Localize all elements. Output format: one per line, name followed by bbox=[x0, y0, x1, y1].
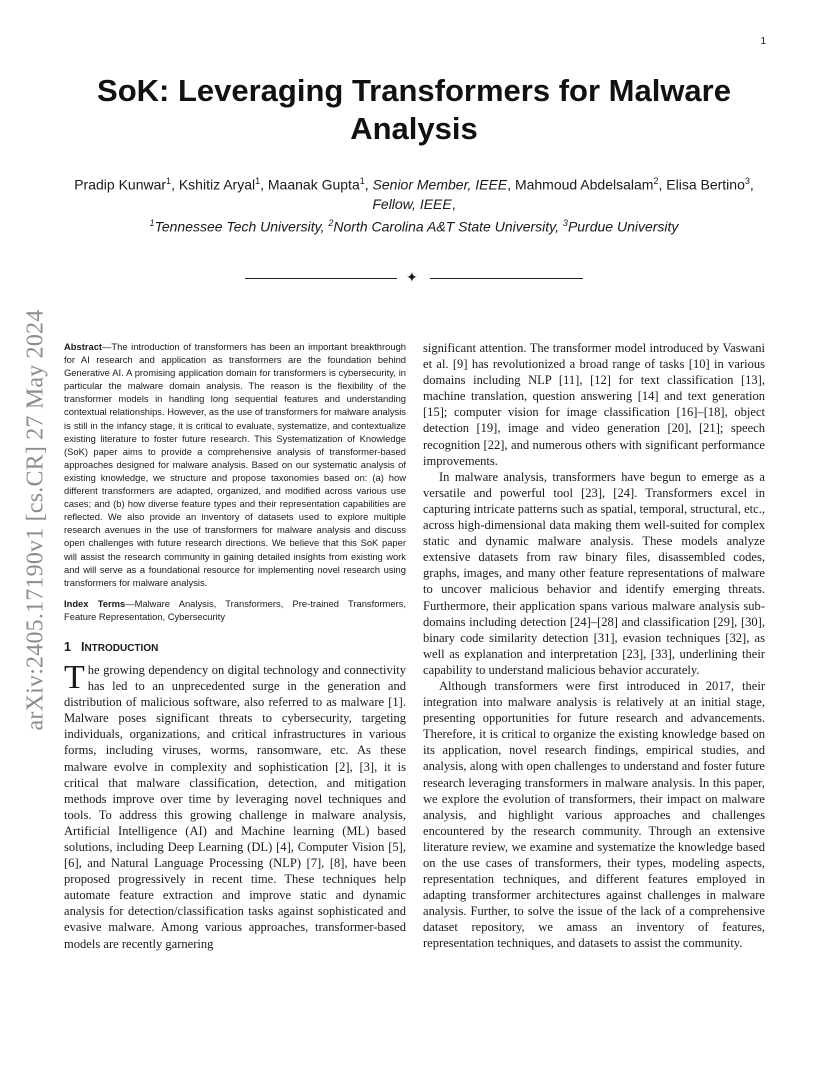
separator-line-right bbox=[430, 278, 583, 279]
intro-paragraph-1-continued: significant attention. The transformer model introduced by Vaswani et al. [9] has revolutionized a broad range of tasks [10] in various domains including NLP [11], [12] for text classification [13], machine translation, question answering [14] and text generation [15]; computer vision for image classification [16]–[18], object detection [19], image and video generation [20], [21]; speech recognition [22], and numerous others with significant performance improvements. bbox=[423, 341, 765, 468]
separator-line-left bbox=[245, 278, 397, 279]
page-number: 1 bbox=[760, 36, 766, 47]
author-name: Kshitiz Aryal bbox=[178, 176, 256, 193]
drop-cap: T bbox=[64, 658, 85, 696]
intro-paragraph-1 bbox=[64, 658, 406, 952]
index-terms-text: —Malware Analysis, Transformers, Pre-trained Transformers, Feature Representation, Cybersecurity bbox=[64, 597, 406, 622]
affiliation: North Carolina A&T State University bbox=[333, 218, 556, 235]
left-column bbox=[64, 340, 406, 952]
separator-star-icon: ✦ bbox=[406, 270, 418, 286]
index-terms bbox=[64, 597, 406, 623]
author-name: Pradip Kunwar bbox=[74, 176, 167, 193]
author-title: Fellow, IEEE bbox=[372, 195, 452, 212]
author-title: Senior Member, IEEE bbox=[372, 176, 508, 193]
author-name: Elisa Bertino bbox=[666, 176, 745, 193]
index-terms-label: Index Terms bbox=[64, 597, 126, 609]
paper-title: SoK: Leveraging Transformers for Malware Analysis bbox=[97, 73, 731, 146]
author-block bbox=[70, 172, 758, 236]
affiliation-mark: 3 bbox=[562, 217, 568, 228]
intro-paragraph-3: Although transformers were first introduced in 2017, their integration into malware analysis is relatively at an initial stage, presenting opportunities for future research and advancements. Therefore, it is critical to organize the existing knowledge based on its application, novel research findings, empirical studies, and analysis, along with open challenges to understand and foster future research leveraging transformers in malware analysis. In this paper, we explore the evolution of transformers, their impact on malware analysis, and highlight various approaches and challenges encountered by the research community. Through an extensive literature review, we examine and systematize the knowledge based on the use cases of transformers, their types, modeling aspects, representation techniques, and different features employed in adapting transformer architectures against challenges in malware analysis. Further, to solve the issue of the lack of a comprehensive dataset repository, we amass an inventory of features, representation techniques, and datasets to assist the community. bbox=[423, 678, 765, 951]
arxiv-stamp: arXiv:2405.17190v1 [cs.CR] 27 May 2024 bbox=[22, 309, 49, 731]
affiliation-mark: 1 bbox=[359, 176, 365, 186]
right-column bbox=[423, 340, 765, 952]
affiliation: Tennessee Tech University bbox=[154, 218, 321, 235]
affiliation-mark: 2 bbox=[328, 217, 334, 228]
affiliation-line: $^1$Tennessee Tech University, $^2$North Carolina A&T State University, $^3$Purdue University bbox=[149, 217, 679, 235]
section-title-initial: I bbox=[80, 639, 85, 654]
author-name: Mahmoud Abdelsalam bbox=[514, 176, 654, 193]
section-number: 1 bbox=[64, 639, 71, 654]
intro-paragraph-2: In malware analysis, transformers have begun to emerge as a versatile and powerful tool [23], [24]. Transformers excel in capturing intricate patterns such as spatial, temporal, structural, etc., across high-dimensional data making them well-suited for complex static and dynamic malware analysis. These models analyze extensive datasets from raw binary files, disassembled codes, graphs, images, and many other feature representations of malware to uncover malicious behavior and identify emerging threats. Furthermore, their application spans various malware analysis sub-domains including detection [24]–[28] and classification [29], [30], binary code similarity detection [31], evasion techniques [32], as well as explanation and interpretation [23], [33], underlining their capability to understand malicious behavior accurately. bbox=[423, 469, 765, 677]
affiliation: Purdue University bbox=[567, 218, 679, 235]
title-separator bbox=[0, 270, 828, 286]
affiliation-mark: 1 bbox=[149, 217, 155, 228]
abstract-text: —The introduction of transformers has been an important breakthrough for AI research and application as transformers are the foundation behind Generative AI. A promising application domain for transformers is cybersecurity, in particular the malware domain analysis. The reason is the flexibility of the transformer models in handling long sequential features and understanding contextual relationships. However, as the use of transformers for malware analysis is still in the infancy stage, it is critical to evaluate, systematize, and contextualize existing literature to foster future research. This Systematization of Knowledge (SoK) paper aims to provide a comprehensive analysis of transformer-based approaches designed for malware analysis. Based on our systematic analysis of existing knowledge, we structure and propose taxonomies based on: (a) how different transformers are adapted, organized, and modified across various use cases; and (b) how diverse feature types and their representation capabilities are reflected. We also provide an inventory of datasets used to explore multiple research avenues in the use of transformers for malware analysis and discuss open challenges with future research directions. We believe that this SoK paper will assist the research community in gaining detailed insights from existing work and will serve as a foundational resource for implementing novel research using transformers for malware analysis. bbox=[64, 341, 406, 588]
author-line: Pradip Kunwar$^1$, Kshitiz Aryal$^1$, Maanak Gupta$^1$, Senior Member, IEEE, Mahmoud Abdelsalam$^2$, Elisa Bertino$^3$, Fellow, IEEE, bbox=[74, 176, 754, 212]
section-heading-introduction bbox=[64, 640, 406, 656]
section-title-rest: NTRODUCTION bbox=[84, 642, 159, 654]
affiliation-mark: 3 bbox=[744, 176, 750, 186]
affiliation-mark: 1 bbox=[255, 176, 261, 186]
paragraph-text: he growing dependency on digital technology and connectivity has led to an unprecedented surge in the generation and distribution of malicious software, also referred to as malware [1]. Malware poses significant threats to cybersecurity, targeting individuals, organizations, and critical infrastructures in various forms, including viruses, worms, ransomware, etc. As these malware evolve in complexity and sophistication [2], [3], it is critical that malware classification, detection, and mitigation methods improve over time by leveraging novel techniques and tools. To address this growing challenge in malware analysis, Artificial Intelligence (AI) and Machine learning (ML) based solutions, including Deep Learning (DL) [4], Computer Vision [5], [6], and Natural Language Processing (NLP) [7], [8], have been proposed progressively in recent time. These techniques help automate feature extraction and improve static and dynamic analysis for detection/classification tasks against sophisticated and evasive malware. Among various approaches, transformer-based models are recently garnering bbox=[64, 662, 406, 951]
author-name: Maanak Gupta bbox=[267, 176, 360, 193]
affiliation-mark: 1 bbox=[166, 176, 172, 186]
abstract bbox=[64, 340, 406, 589]
abstract-label: Abstract bbox=[64, 341, 103, 352]
affiliation-mark: 2 bbox=[653, 176, 659, 186]
